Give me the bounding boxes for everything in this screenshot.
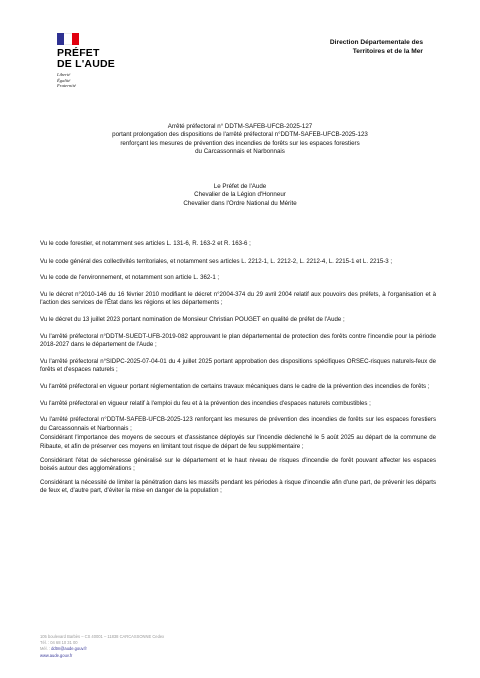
visa-orsec-provisions: Vu l'arrêté préfectoral n°SIDPC-2025-07-04-01 du 4 juillet 2025 portant approbation des dispositions spécifiques ORSEC-risques naturels-feux de forêts et d'espaces naturels ; [40, 357, 436, 374]
motto-fraternite: Fraternité [57, 83, 76, 89]
prefect-titles [60, 183, 420, 208]
visa-prefect-nomination: Vu le décret du 13 juillet 2023 portant nomination de Monsieur Christian POUGET en qualité de préfet de l'Aude ; [40, 315, 345, 323]
french-flag-icon [57, 33, 79, 45]
decree-body [40, 240, 436, 496]
directorate-line-2: Territoires et de la Mer [352, 47, 423, 55]
visa-fire-protection-plan: Vu l'arrêté préfectoral n°DDTM-SUEDT-UFB-2019-082 approuvant le plan départemental de protection des forêts contre l'incendie pour la période 2018-2027 dans le département de l'Aude ; [40, 332, 436, 349]
prefect-title-1: Le Préfet de l'Aude [213, 183, 267, 190]
visa-decree-2025-123: Vu l'arrêté préfectoral n°DDTM-SAFEB-UFCB-2025-123 renforçant les mesures de prévention des incendies de forêts sur les espaces forestiers du Carcassonnais et Narbonnais ; [40, 416, 436, 432]
footer-email-label: Mél. : [40, 646, 52, 652]
prefect-title-2: Chevalier de la Légion d'Honneur [194, 191, 286, 199]
title-line-4: du Carcassonnais et Narbonnais [195, 148, 285, 156]
visa-decree-2010-146: Vu le décret n°2010-146 du 16 février 2010 modifiant le décret n°2004-374 du 29 avril 2004 relatif aux pouvoirs des préfets, à l'organisation et à l'action des services de l'État dans les régions et les départements ; [40, 290, 436, 307]
logo-line-2: DE L'AUDE [57, 57, 115, 70]
motto-liberte: Liberté [57, 72, 71, 77]
directorate-line-1: Direction Départementale des [329, 39, 423, 46]
consideration-rescue-means: Considérant l'importance des moyens de secours et d'assistance déployés sur l'incendie déclenché le 5 août 2025 au départ de la commune de Ribaute, et afin de préserver ces moyens en limitant tout risque de départ de feu supplémentaire ; [40, 434, 436, 450]
decree-title [60, 123, 420, 157]
title-line-3: renforçant les mesures de prévention des incendies de forêts sur les espaces forestiers [120, 139, 360, 147]
footer-contact [40, 634, 164, 659]
footer-email-link[interactable]: ddtm@aude.gouv.fr [51, 646, 87, 652]
consideration-drought: Considérant l'état de sécheresse généralisé sur le département et le haut niveau de risques d'incendie de forêt pouvant affecter les espaces boisés autour des agglomérations ; [40, 456, 436, 473]
footer-website-link[interactable]: www.aude.gouv.fr [40, 652, 73, 658]
republic-motto [57, 72, 157, 89]
motto-egalite: Égalité [57, 77, 71, 83]
visa-local-authorities-code: Vu le code général des collectivités territoriales, et notamment ses articles L. 2212-1, L. 2212-2, L. 2212-4, L. 2215-1 et L. 2215-3 ; [40, 257, 393, 265]
footer-phone: Tél. : 04 68 10 31 00 [40, 640, 78, 646]
visa-fire-use: Vu l'arrêté préfectoral en vigueur relatif à l'emploi du feu et à la prévention des incendies d'espaces naturels combustibles ; [40, 399, 371, 407]
prefecture-logo [57, 33, 157, 89]
title-line-1: Arrêté préfectoral n° DDTM-SAFEB-UFCB-2025-127 [167, 123, 313, 130]
issuing-directorate [330, 39, 423, 56]
visa-environment-code: Vu le code de l'environnement, et notamment son article L. 362-1 ; [40, 274, 220, 282]
visa-mechanical-works: Vu l'arrêté préfectoral en vigueur portant réglementation de certains travaux mécaniques dans le cadre de la prévention des incendies de forêts ; [40, 382, 430, 390]
footer-address: 105 boulevard Barbès – CS 40001 – 11838 CARCASSONNE Cedex [40, 634, 165, 639]
visa-forest-code: Vu le code forestier, et notamment ses articles L. 131-6, R. 163-2 et R. 163-6 ; [40, 240, 251, 247]
logo-line-1: PRÉFET [57, 47, 100, 59]
prefect-title-3: Chevalier dans l'Ordre National du Mérite [183, 199, 297, 207]
consideration-access-limit: Considérant la nécessité de limiter la pénétration dans les massifs pendant les périodes à risque d'incendie afin d'une part, de prévenir les départs de feux et, d'autre part, d'éviter la mise en danger de la population ; [40, 478, 436, 495]
title-line-2: portant prolongation des dispositions de l'arrêté préfectoral n°DDTM-SAFEB-UFCB-2025-123 [112, 131, 368, 139]
